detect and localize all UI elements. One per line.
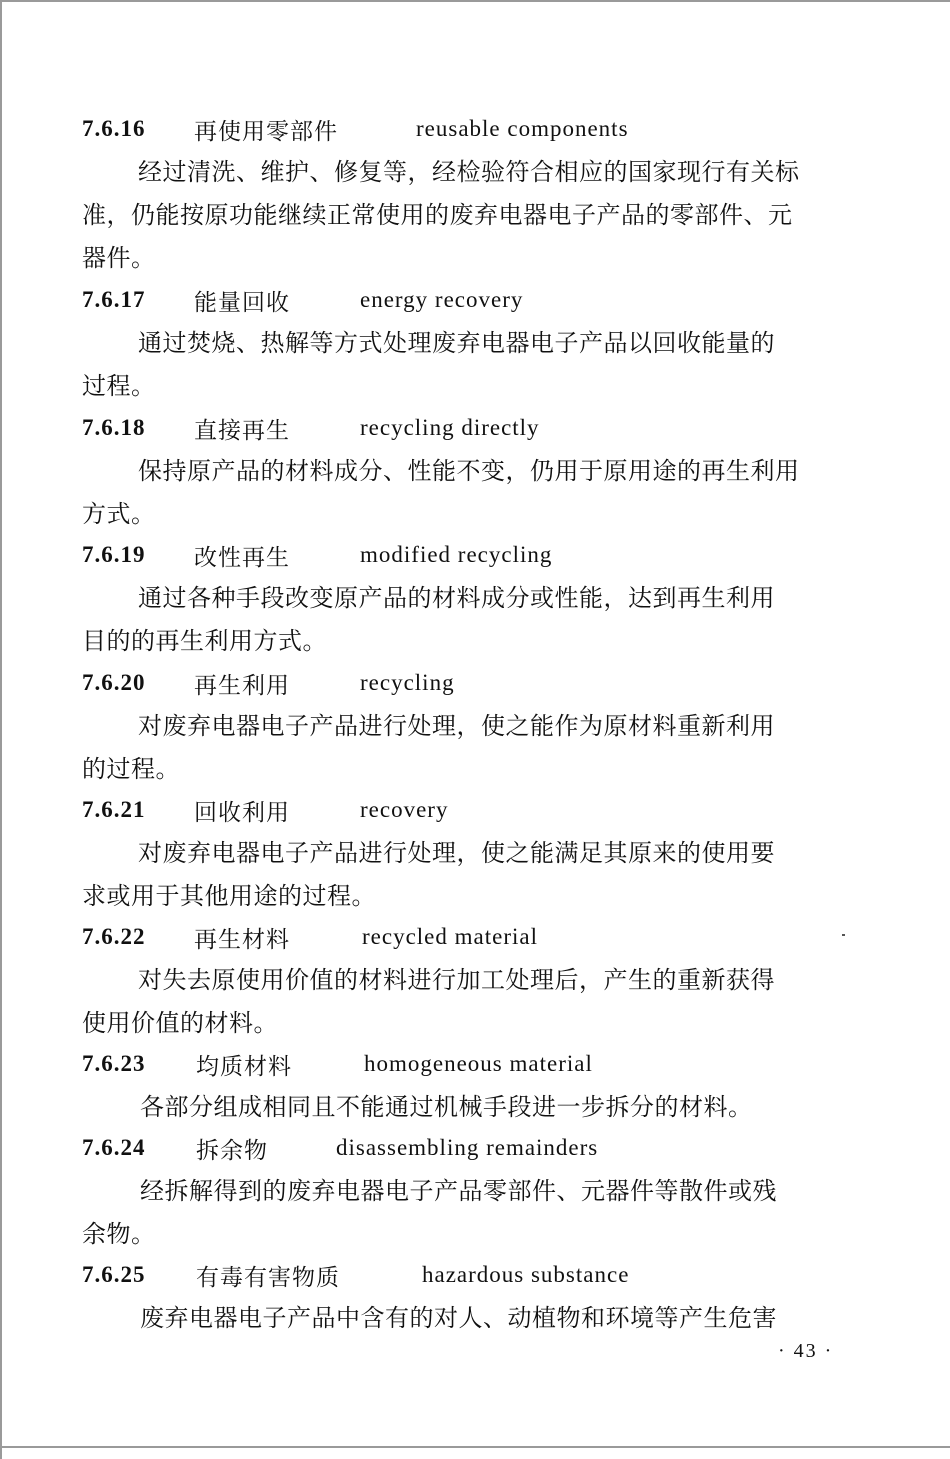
definition-line: 余物。 bbox=[82, 1220, 156, 1248]
term-number: 7.6.17 bbox=[82, 287, 146, 312]
definition-line: 的过程。 bbox=[82, 755, 180, 783]
term-heading bbox=[82, 794, 448, 826]
term-chinese: 再使用零部件 bbox=[194, 118, 338, 145]
term-chinese: 改性再生 bbox=[194, 544, 290, 571]
definition-line: 方式。 bbox=[82, 500, 156, 528]
definition-line: 过程。 bbox=[82, 372, 156, 400]
definition-line: 保持原产品的材料成分、性能不变，仍用于原用途的再生利用 bbox=[138, 457, 800, 485]
term-number: 7.6.21 bbox=[82, 797, 146, 822]
term-english: modified recycling bbox=[360, 542, 553, 567]
term-heading bbox=[82, 412, 540, 444]
definition-line: 废弃电器电子产品中含有的对人、动植物和环境等产生危害 bbox=[140, 1304, 777, 1332]
term-english: homogeneous material bbox=[364, 1051, 593, 1076]
term-english: disassembling remainders bbox=[336, 1135, 599, 1160]
term-heading bbox=[82, 1048, 593, 1080]
term-english: hazardous substance bbox=[422, 1262, 630, 1287]
page-number: · 43 · bbox=[778, 1340, 834, 1362]
term-english: recycling bbox=[360, 670, 455, 695]
term-heading bbox=[82, 284, 523, 316]
term-english: reusable components bbox=[416, 116, 629, 141]
definition-line: 通过各种手段改变原产品的材料成分或性能，达到再生利用 bbox=[138, 584, 775, 612]
term-chinese: 拆余物 bbox=[196, 1137, 268, 1164]
term-number: 7.6.18 bbox=[82, 415, 146, 440]
definition-line: 器件。 bbox=[82, 244, 156, 272]
term-number: 7.6.19 bbox=[82, 542, 146, 567]
definition-line: 目的的再生利用方式。 bbox=[82, 627, 327, 655]
term-english: recovery bbox=[360, 797, 449, 822]
term-number: 7.6.22 bbox=[82, 924, 146, 949]
definition-line: 对废弃电器电子产品进行处理，使之能满足其原来的使用要 bbox=[138, 839, 775, 867]
term-english: recycled material bbox=[362, 924, 538, 949]
term-heading bbox=[82, 1259, 629, 1291]
term-chinese: 能量回收 bbox=[194, 289, 290, 316]
term-number: 7.6.20 bbox=[82, 670, 146, 695]
term-chinese: 再生利用 bbox=[194, 672, 290, 699]
definition-line: 各部分组成相同且不能通过机械手段进一步拆分的材料。 bbox=[140, 1093, 753, 1121]
term-english: energy recovery bbox=[360, 287, 524, 312]
definition-line: 通过焚烧、热解等方式处理废弃电器电子产品以回收能量的 bbox=[138, 329, 775, 357]
term-chinese: 直接再生 bbox=[194, 417, 290, 444]
term-heading bbox=[82, 1132, 598, 1164]
term-chinese: 均质材料 bbox=[196, 1053, 292, 1080]
term-number: 7.6.24 bbox=[82, 1135, 146, 1160]
term-chinese: 再生材料 bbox=[194, 926, 290, 953]
term-heading bbox=[82, 539, 552, 571]
term-chinese: 有毒有害物质 bbox=[196, 1264, 340, 1291]
bottom-rule bbox=[2, 1446, 950, 1448]
term-english: recycling directly bbox=[360, 415, 540, 440]
term-heading bbox=[82, 921, 538, 953]
term-number: 7.6.25 bbox=[82, 1262, 146, 1287]
term-heading bbox=[82, 667, 455, 699]
term-number: 7.6.23 bbox=[82, 1051, 146, 1076]
scan-speck bbox=[842, 934, 845, 936]
definition-line: 求或用于其他用途的过程。 bbox=[82, 882, 376, 910]
definition-line: 准，仍能按原功能继续正常使用的废弃电器电子产品的零部件、元 bbox=[82, 201, 793, 229]
definition-line: 经拆解得到的废弃电器电子产品零部件、元器件等散件或残 bbox=[140, 1177, 777, 1205]
term-number: 7.6.16 bbox=[82, 116, 146, 141]
term-heading bbox=[82, 113, 629, 145]
definition-line: 对废弃电器电子产品进行处理，使之能作为原材料重新利用 bbox=[138, 712, 775, 740]
definition-line: 使用价值的材料。 bbox=[82, 1009, 278, 1037]
definition-line: 经过清洗、维护、修复等，经检验符合相应的国家现行有关标 bbox=[138, 158, 800, 186]
definition-line: 对失去原使用价值的材料进行加工处理后，产生的重新获得 bbox=[138, 966, 775, 994]
term-chinese: 回收利用 bbox=[194, 799, 290, 826]
